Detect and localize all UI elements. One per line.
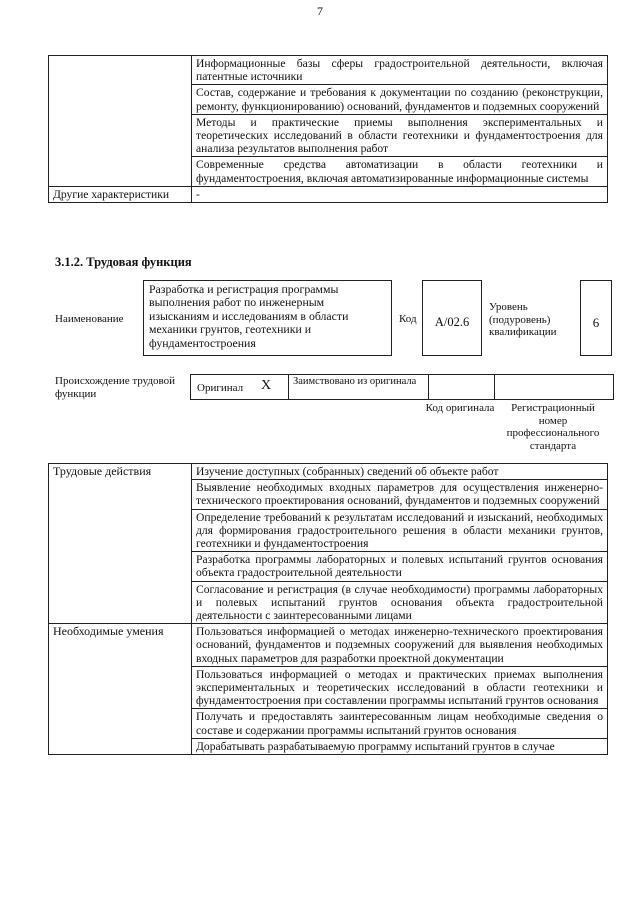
group-label: Необходимые умения [49,624,192,755]
table-row [49,464,608,480]
original-label: Оригинал [197,382,244,394]
original-mark: X [261,378,272,393]
page-number: 7 [317,4,323,18]
level-value: 6 [580,280,612,356]
table-row [49,56,608,85]
knowledge-table [48,55,608,203]
function-details-table [48,463,608,755]
reg-caption: Регистрационный номер профессионального стандарта [506,402,600,452]
level-label: Уровень (подуровень) квалификации [489,301,557,338]
table-cell-left: Другие характеристики [49,186,192,202]
section-heading: 3.1.2. Трудовая функция [55,255,192,269]
table-cell: Определение требований к результатам исследований и изысканий, необходимых для формирования градостроительного решения в области механики грунтов, геотехники и фундаментостроения [192,509,608,552]
divider [428,374,429,400]
table-cell: Пользоваться информацией о методах инженерно-технического проектирования оснований, фундаментов и подземных сооружений для выявления необходимых входных параметров для разработки проектной документации [192,624,608,667]
table-cell-left [49,56,192,187]
name-label: Наименование [55,313,124,325]
table-cell: Изучение доступных (собранных) сведений об объекте работ [192,464,608,480]
code-caption: Код оригинала [425,402,495,414]
table-cell: Пользоваться информацией о методах и практических приемах выполнения экспериментальных и теоретических исследований в области геотехники и фундаментостроения при составлении программы испытаний грунтов основания [192,666,608,709]
table-cell: Согласование и регистрация (в случае необходимости) программы лабораторных и полевых испытаний грунтов основания объекта градостроительной деятельности с заинтересованными лицами [192,581,608,624]
table-cell: Дорабатывать разрабатываемую программу испытаний грунтов в случае [192,738,608,754]
table-cell: Выявление необходимых входных параметров для осуществления инженерно-технического проектирования оснований, фундаментов и подземных сооружений [192,480,608,509]
origin-label: Происхождение трудовой функции [55,375,176,400]
table-cell: Информационные базы сферы градостроительной деятельности, включая патентные источники [192,56,608,85]
divider [288,374,289,400]
table-cell: Разработка программы лабораторных и полевых испытаний грунтов основания объекта градостроительной деятельности [192,552,608,581]
divider [494,374,495,400]
table-cell: Методы и практические приемы выполнения экспериментальных и теоретических исследований в области геотехники и фундаментостроения для анализа результатов выполнения работ [192,114,608,157]
table-cell: - [192,186,608,202]
table-cell: Современные средства автоматизации в области геотехники и фундаментостроения, включая автоматизированные информационные системы [192,157,608,186]
table-cell: Состав, содержание и требования к документации по созданию (реконструкции, ремонту, функционированию) оснований, фундаментов и подземных сооружений [192,85,608,114]
origin-row [190,374,614,400]
table-row [49,624,608,667]
function-name: Разработка и регистрация программы выполнения работ по инженерным изысканиям и исследованиям в области механики грунтов, геотехники и фундаментостроения [143,280,392,356]
code-label: Код [399,313,417,325]
table-row [49,186,608,202]
function-code: A/02.6 [422,280,482,356]
group-label: Трудовые действия [49,464,192,624]
table-cell: Получать и предоставлять заинтересованным лицам необходимые сведения о составе и содержании программы испытаний грунтов основания [192,709,608,738]
borrowed-label: Заимствовано из оригинала [293,376,417,387]
